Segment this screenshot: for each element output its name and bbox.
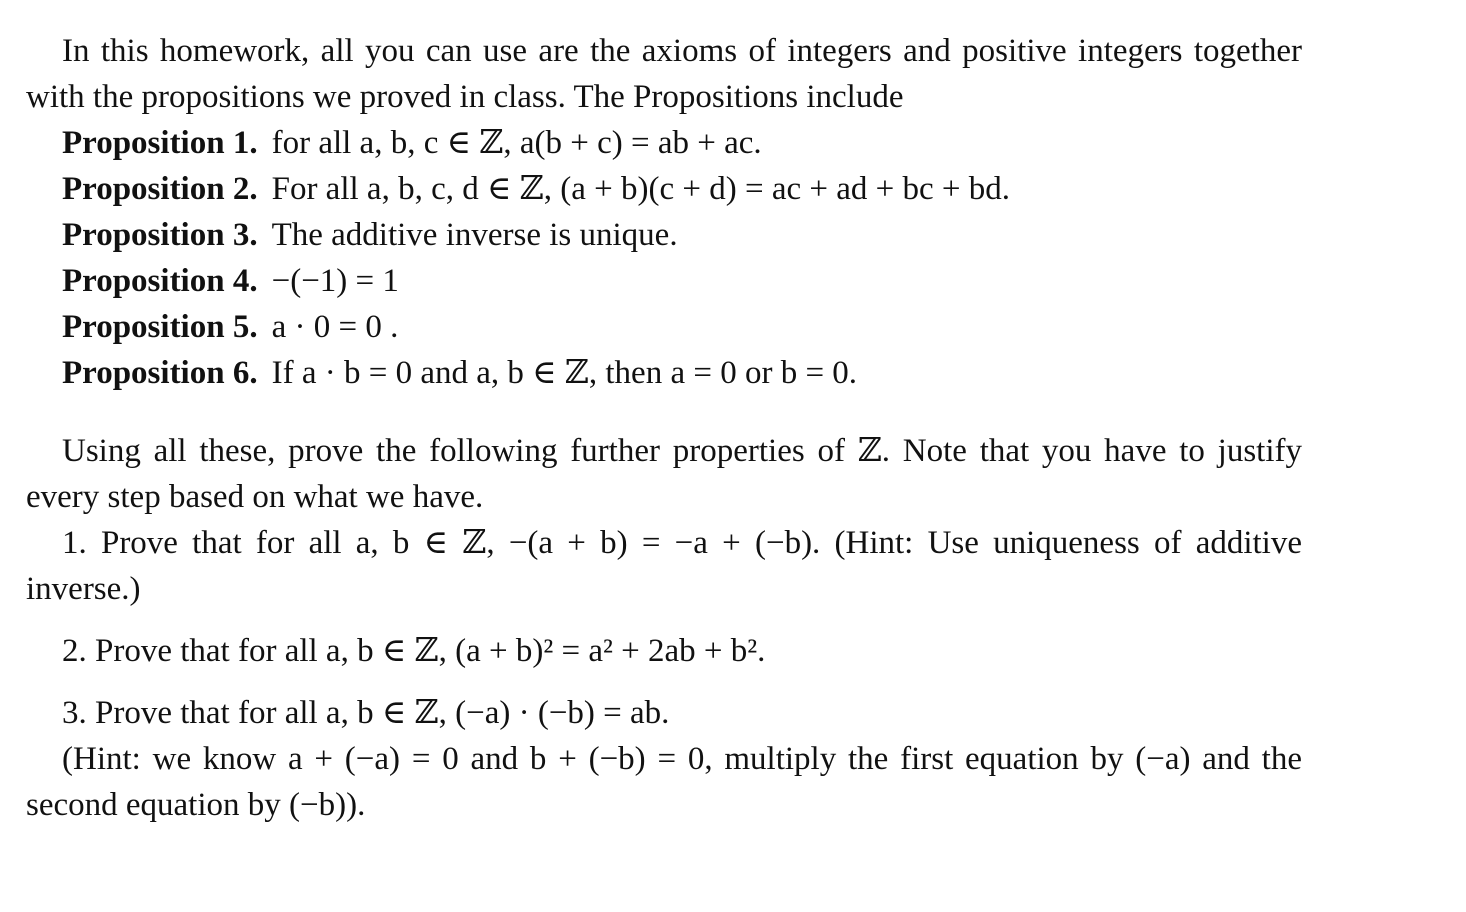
propositions-list — [26, 120, 1302, 396]
proposition-5 — [62, 304, 1302, 350]
proposition-text: If a · b = 0 and a, b ∈ ℤ, then a = 0 or b = 0. — [271, 355, 858, 391]
proposition-text: The additive inverse is unique. — [271, 217, 678, 253]
proposition-6 — [62, 350, 1302, 396]
problem-3-hint: (Hint: we know a + (−a) = 0 and b + (−b) = 0, multiply the first equation by (−a) and the second equation by (−b)). — [26, 741, 1302, 823]
proposition-label: Proposition 6. — [62, 355, 258, 391]
problem-1: 1. Prove that for all a, b ∈ ℤ, −(a + b) = −a + (−b). (Hint: Use uniqueness of additive inverse.) — [26, 525, 1302, 607]
problem-2: 2. Prove that for all a, b ∈ ℤ, (a + b)² = a² + 2ab + b². — [62, 633, 766, 669]
intro-paragraph: In this homework, all you can use are the axioms of integers and positive integers together with the propositions we proved in class. The Propositions include — [26, 33, 1302, 115]
proposition-2 — [62, 166, 1302, 212]
proposition-3 — [62, 212, 1302, 258]
proposition-label: Proposition 1. — [62, 125, 258, 161]
problem-spacer — [26, 612, 1302, 628]
homework-document — [26, 28, 1302, 828]
proposition-label: Proposition 4. — [62, 263, 258, 299]
proposition-label: Proposition 5. — [62, 309, 258, 345]
proposition-1 — [62, 120, 1302, 166]
proposition-text: For all a, b, c, d ∈ ℤ, (a + b)(c + d) = ac + ad + bc + bd. — [271, 171, 1010, 207]
proposition-text: for all a, b, c ∈ ℤ, a(b + c) = ab + ac. — [271, 125, 762, 161]
problem-spacer — [26, 674, 1302, 690]
proposition-4 — [62, 258, 1302, 304]
problem-3: 3. Prove that for all a, b ∈ ℤ, (−a) · (−b) = ab. — [62, 695, 670, 731]
proposition-label: Proposition 2. — [62, 171, 258, 207]
section-spacer — [26, 396, 1302, 428]
proposition-text: −(−1) = 1 — [271, 263, 399, 299]
instructions-paragraph: Using all these, prove the following further properties of ℤ. Note that you have to justify every step based on what we have. — [26, 433, 1302, 515]
proposition-text: a · 0 = 0 . — [271, 309, 399, 345]
proposition-label: Proposition 3. — [62, 217, 258, 253]
